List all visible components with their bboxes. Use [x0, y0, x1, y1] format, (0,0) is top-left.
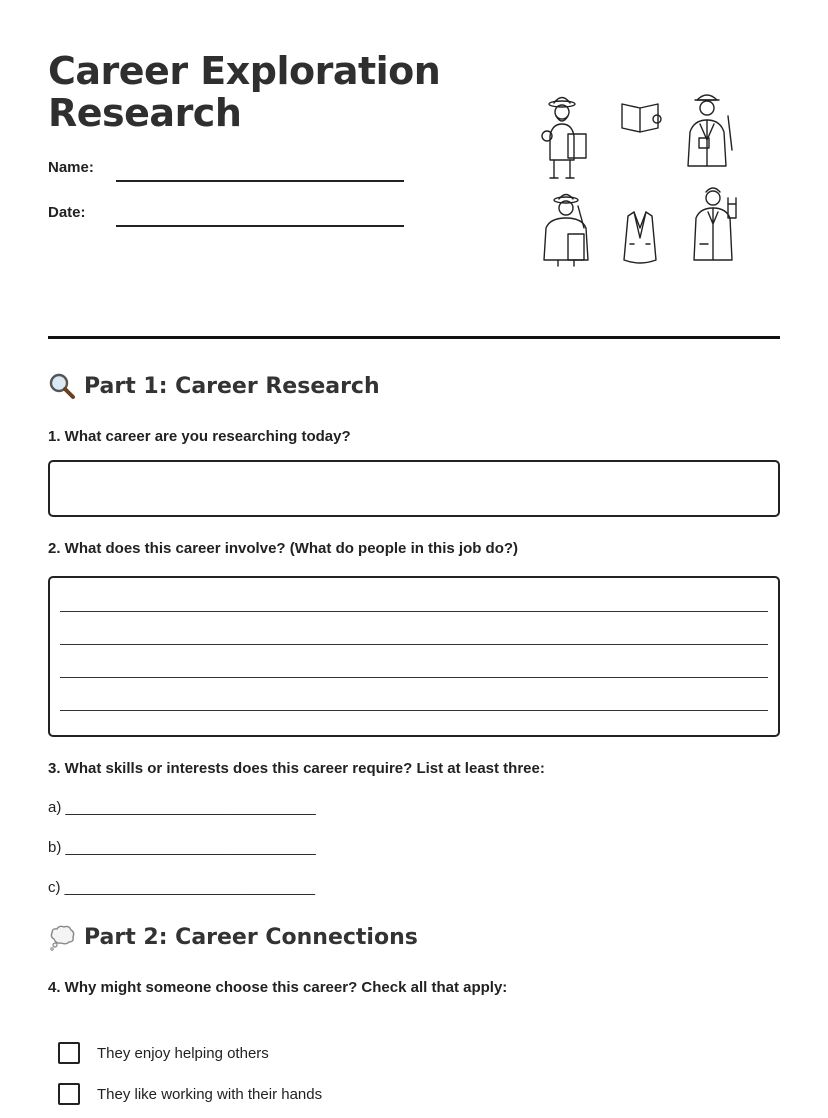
question-4: 4. Why might someone choose this career? Check all that apply:: [48, 979, 508, 996]
checkbox-label: They like working with their hands: [97, 1085, 323, 1103]
skill-line-c[interactable]: c) ______________________________: [48, 879, 315, 896]
question-3: 3. What skills or interests does this career require? List at least three:: [48, 760, 545, 777]
farmer-icon: [542, 98, 586, 179]
magnifying-glass-icon: [48, 372, 76, 400]
skill-line-a[interactable]: a) ______________________________: [48, 799, 316, 816]
gardener-icon: [544, 195, 588, 267]
checkbox-option: [58, 1083, 322, 1105]
question-2: 2. What does this career involve? (What do people in this job do?): [48, 540, 519, 557]
answer-rule: [60, 677, 768, 678]
career-illustration: [530, 88, 750, 268]
title-line-2: Research: [48, 91, 242, 135]
part-1-heading: [48, 372, 380, 400]
checkbox-option: [58, 1042, 269, 1064]
answer-rule: [60, 644, 768, 645]
part-2-heading: [48, 923, 418, 951]
scientist-icon: [694, 188, 736, 260]
title-line-1: Career Exploration: [48, 49, 441, 93]
checkbox-helping-others[interactable]: [58, 1042, 80, 1064]
answer-1-box[interactable]: [48, 460, 780, 517]
name-field[interactable]: [116, 180, 404, 182]
answer-2-box[interactable]: [48, 576, 780, 737]
answer-rule: [60, 710, 768, 711]
skill-line-b[interactable]: b) ______________________________: [48, 839, 316, 856]
question-1: 1. What career are you researching today?: [48, 428, 351, 445]
checkbox-working-with-hands[interactable]: [58, 1083, 80, 1105]
book-icon: [622, 104, 661, 132]
date-label: Date:: [48, 204, 86, 221]
page-title: [48, 50, 468, 134]
lab-coat-icon: [624, 212, 656, 263]
date-field[interactable]: [116, 225, 404, 227]
part-1-heading-text: Part 1: Career Research: [84, 373, 380, 399]
thought-bubble-icon: [48, 923, 76, 951]
name-label: Name:: [48, 159, 94, 176]
section-divider: [48, 336, 780, 339]
checkbox-label: They enjoy helping others: [97, 1044, 269, 1062]
construction-worker-icon: [688, 95, 732, 166]
answer-rule: [60, 611, 768, 612]
part-2-heading-text: Part 2: Career Connections: [84, 924, 418, 950]
